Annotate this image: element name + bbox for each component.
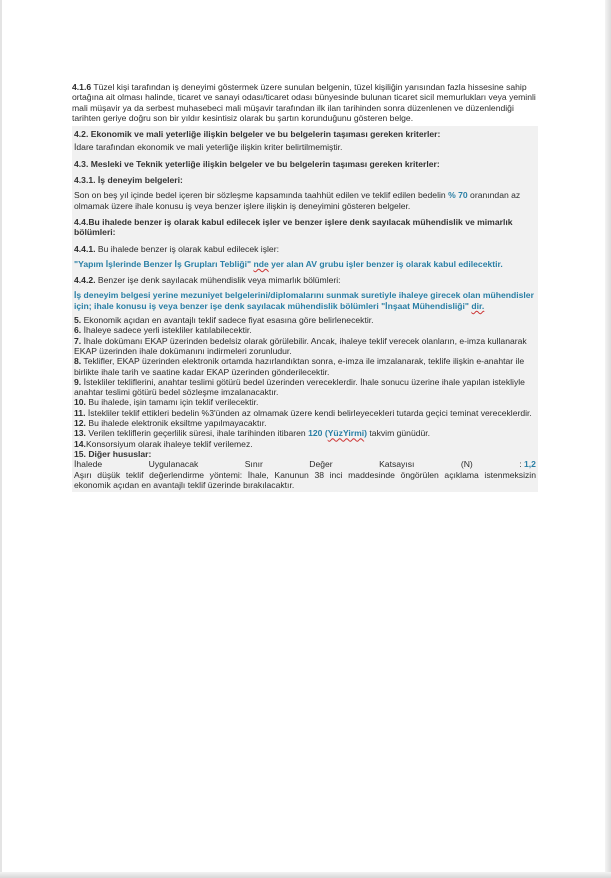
coefficient-line: İhalede Uygulanacak Sınır Değer Katsayısı (N) : 1,2: [74, 459, 536, 470]
spellcheck-word: YüzYirmi: [327, 428, 365, 439]
list-item: 10. Bu ihalede, işin tamamı için teklif verilecektir.: [74, 397, 259, 408]
highlighted-text: İş deneyim belgesi yerine mezuniyet belgelerini/diplomalarını sunmak suretiyle ihaleye girecek olan mühendisler için; ihale konusu iş veya benzer işe denk sayılacak mühendislik bölümleri "İnşaat Mühendisliği" dir.: [74, 290, 534, 311]
list-item: 13. Verilen tekliflerin geçerlilik süresi, ihale tarihinden itibaren 120 (YüzYirmi) takvim günüdür.: [74, 428, 431, 439]
page-edge: [0, 0, 2, 878]
list-item-heading: 15. Diğer hususlar:: [74, 448, 152, 459]
validity-days-value: 120 (YüzYirmi): [308, 428, 368, 439]
section-text: 4.4.1. Bu ihalede benzer iş olarak kabul edilecek işler:: [74, 243, 279, 254]
criteria-section: [72, 126, 538, 314]
spellcheck-word: dir.: [471, 300, 485, 311]
section-text: İdare tarafından ekonomik ve mali yeterliğe ilişkin kriter belirtilmemiştir.: [74, 142, 343, 153]
section-heading: 4.3.1. İş deneyim belgeleri:: [74, 175, 183, 186]
section-4-2: [72, 126, 538, 156]
page-shadow-right: [605, 0, 611, 878]
list-item: 7. İhale dokümanı EKAP üzerinden bedelsiz olarak görülebilir. Ancak, ihaleye teklif verecek olanların, e-imza kullanarak EKAP üzerinden ihale dokümanını indirmeleri zorunludur.: [74, 335, 527, 356]
percentage-value: % 70: [448, 190, 468, 201]
list-item: 8. Teklifler, EKAP üzerinden elektronik ortamda hazırlandıktan sonra, e-imza ile imzalanarak, teklife ilişkin e-anahtar ile birlikte ihale tarih ve saatine kadar EKAP üzerinden gönderilecektir.: [74, 356, 525, 377]
section-heading: 4.4.Bu ihalede benzer iş olarak kabul edilecek işler ve benzer işlere denk sayılacak mühendislik ve mimarlık bölümleri:: [74, 216, 513, 238]
section-heading: 4.2. Ekonomik ve mali yeterliğe ilişkin belgeler ve bu belgelerin taşıması gereken kriterler:: [74, 129, 441, 140]
list-item: 14.Konsorsiyum olarak ihaleye teklif verilemez.: [74, 438, 253, 449]
list-item: Aşırı düşük teklif değerlendirme yöntemi: İhale, Kanunun 38 inci maddesinde öngörülen açıklama istenmeksizin ekonomik açıdan en avantajlı teklif üzerinde bırakılacaktır.: [74, 469, 536, 490]
section-4-4-1: [72, 241, 538, 273]
numbered-list: [72, 314, 538, 492]
coefficient-value: 1,2: [523, 459, 536, 470]
list-item: 12. Bu ihalede elektronik eksiltme yapılmayacaktır.: [74, 418, 267, 429]
section-heading: 4.3. Mesleki ve Teknik yeterliğe ilişkin belgeler ve bu belgelerin taşıması gereken kriterler:: [74, 158, 440, 169]
section-4-4-2: [72, 272, 538, 314]
list-item: 9. İstekliler tekliflerini, anahtar teslimi götürü bedel üzerinden vereceklerdir. İhale sonucu üzerine ihale yapılan istekliyle anahtar teslimi götürü bedel sözleşme imzalanacaktır.: [74, 376, 525, 398]
document-body: [72, 82, 538, 492]
spellcheck-word: nde: [253, 258, 269, 269]
list-item: 5. Ekonomik açıdan en avantajlı teklif sadece fiyat esasına göre belirlenecektir.: [74, 315, 374, 326]
list-item: 6. İhaleye sadece yerli istekliler katılabilecektir.: [74, 325, 252, 336]
clause-text: Tüzel kişi tarafından iş deneyimi göstermek üzere sunulan belgenin, tüzel kişiliğin yarısından fazla hissesine sahip ortağına ait olması halinde, ticaret ve sanayi odası/ticaret odası bünyesinde bulunan ticaret sicil memurlukları veya yeminli mali müşavir ya da serbest muhasebeci mali müşavir tarafından ilk ilan tarihinden sonra düzenlenen ve düzenlendiği tarihten geriye doğru son bir yıldır kesintisiz olarak bu şartın korunduğunu gösteren belge.: [72, 82, 536, 123]
paragraph-4-1-6: [72, 82, 538, 126]
clause-number: 4.1.6: [72, 82, 92, 92]
section-4-3-1: [72, 172, 538, 214]
page-shadow-bottom: [0, 872, 611, 878]
section-4-3: [72, 156, 538, 172]
section-text: 4.4.2. Benzer işe denk sayılacak mühendislik veya mimarlık bölümleri:: [74, 275, 341, 286]
list-item: 11. İstekliler teklif ettikleri bedelin %3'ünden az olmamak üzere kendi belirleyecekleri tutarda geçici teminat vereceklerdir.: [74, 407, 532, 418]
section-4-4: [72, 214, 538, 241]
highlighted-text: "Yapım İşlerinde Benzer İş Grupları Tebliği" nde yer alan AV grubu işler benzer iş olarak kabul edilecektir.: [74, 258, 503, 269]
section-text: Son on beş yıl içinde bedel içeren bir sözleşme kapsamında taahhüt edilen ve teklif edilen bedelin % 70 oranından az olmamak üzere ihale konusu iş veya benzer işlere ilişkin iş deneyimini gösteren belgeler.: [74, 190, 521, 211]
